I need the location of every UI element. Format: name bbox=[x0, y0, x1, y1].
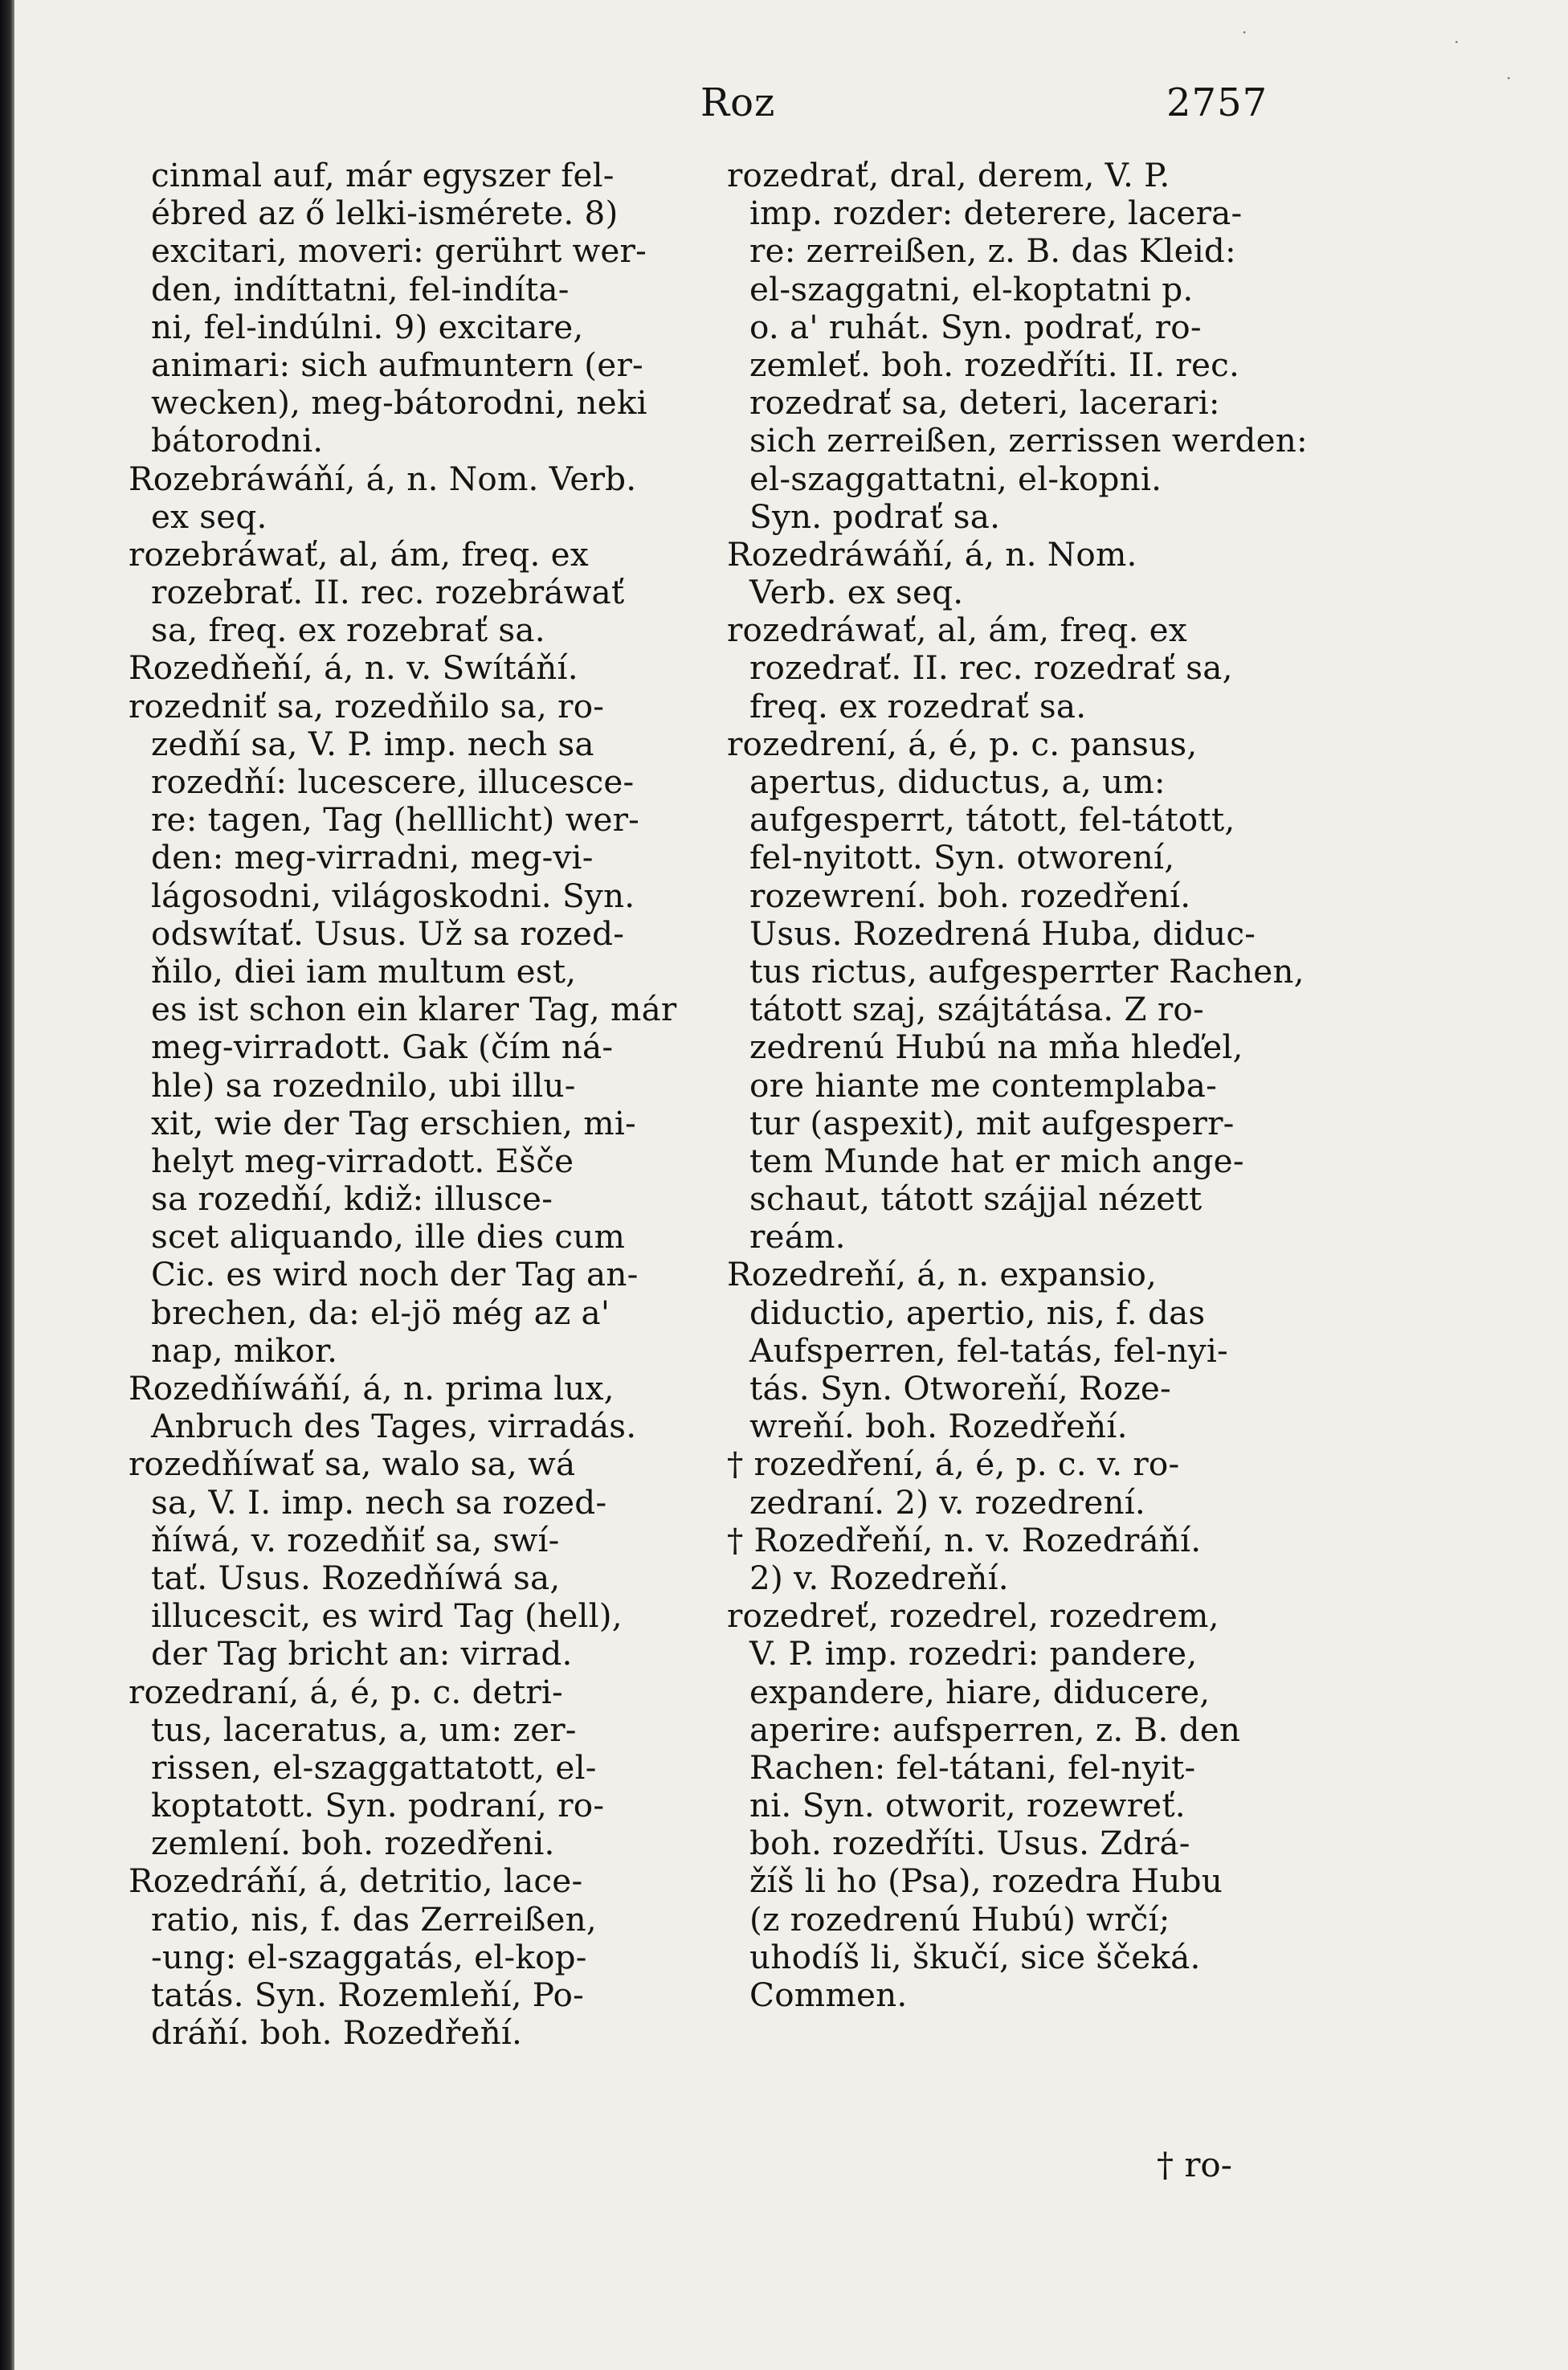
dictionary-line: es ist schon ein klarer Tag, már bbox=[151, 990, 677, 1029]
dictionary-line: rozedrať sa, deteri, lacerari: bbox=[749, 383, 1220, 423]
dictionary-line: re: tagen, Tag (helllicht) wer- bbox=[151, 800, 640, 840]
dictionary-line: Rozedňeňí, á, n. v. Swítáňí. bbox=[129, 648, 578, 688]
dictionary-line: Rozedreňí, á, n. expansio, bbox=[727, 1255, 1158, 1294]
dictionary-line: dráňí. boh. Rozedřeňí. bbox=[151, 2013, 523, 2053]
dictionary-line: meg-virradott. Gak (čím ná- bbox=[151, 1028, 614, 1067]
dictionary-line: ňilo, diei iam multum est, bbox=[151, 951, 577, 991]
dictionary-line: ňíwá, v. rozedňiť sa, swí- bbox=[151, 1520, 560, 1559]
dictionary-line: rozewrení. boh. rozedření. bbox=[749, 876, 1191, 915]
dictionary-line: xit, wie der Tag erschien, mi- bbox=[151, 1103, 636, 1142]
dictionary-line: tem Munde hat er mich ange- bbox=[749, 1141, 1244, 1180]
right-column bbox=[727, 157, 1313, 2014]
dictionary-line: (z rozedrenú Hubú) wrčí; bbox=[749, 1899, 1170, 1939]
dictionary-line: tus, laceratus, a, um: zer- bbox=[151, 1710, 577, 1749]
dictionary-line: diductio, apertio, nis, f. das bbox=[749, 1293, 1206, 1332]
dictionary-line: Rozedňíwáňí, á, n. prima lux, bbox=[129, 1369, 615, 1408]
dictionary-line: ébred az ő lelki-ismérete. 8) bbox=[151, 194, 619, 233]
dictionary-line: zedňí sa, V. P. imp. nech sa bbox=[151, 724, 594, 763]
dictionary-line: aperire: aufsperren, z. B. den bbox=[749, 1710, 1241, 1749]
dictionary-line: Verb. ex seq. bbox=[749, 573, 964, 612]
dictionary-line: -ung: el-szaggatás, el-kop- bbox=[151, 1937, 587, 1976]
paper-speck: · bbox=[1242, 22, 1247, 42]
dictionary-line: ex seq. bbox=[151, 496, 267, 536]
dictionary-line: expandere, hiare, diducere, bbox=[749, 1672, 1211, 1711]
dictionary-line: Cic. es wird noch der Tag an- bbox=[151, 1255, 639, 1294]
dictionary-line: wreňí. boh. Rozedřeňí. bbox=[749, 1407, 1128, 1446]
dictionary-line: zemleť. boh. rozedříti. II. rec. bbox=[749, 345, 1240, 384]
dictionary-line: zemlení. boh. rozedřeni. bbox=[151, 1824, 555, 1863]
dictionary-line: tás. Syn. Otworeňí, Roze- bbox=[749, 1369, 1171, 1408]
dictionary-line: ni. Syn. otworit, rozewreť. bbox=[749, 1786, 1186, 1825]
dictionary-line: Rozebráwáňí, á, n. Nom. Verb. bbox=[129, 459, 637, 498]
dictionary-line: zedraní. 2) v. rozedrení. bbox=[749, 1482, 1145, 1522]
dictionary-line: † rozedření, á, é, p. c. v. ro- bbox=[727, 1444, 1180, 1484]
paper-speck: · bbox=[1454, 32, 1460, 51]
dictionary-line: den, indíttatni, fel-indíta- bbox=[151, 269, 570, 309]
dictionary-line: Rozedráňí, á, detritio, lace- bbox=[129, 1861, 583, 1901]
page-number: 2757 bbox=[1166, 80, 1268, 125]
dictionary-line: ratio, nis, f. das Zerreißen, bbox=[151, 1899, 597, 1939]
dictionary-line: zedrenú Hubú na mňa hleďel, bbox=[749, 1028, 1243, 1067]
dictionary-line: wecken), meg-bátorodni, neki bbox=[151, 383, 647, 423]
dictionary-line: rozebrať. II. rec. rozebráwať bbox=[151, 573, 625, 612]
dictionary-line: † Rozedřeňí, n. v. Rozedráňí. bbox=[727, 1520, 1202, 1559]
dictionary-line: Usus. Rozedrená Huba, diduc- bbox=[749, 913, 1256, 953]
dictionary-line: rozedrení, á, é, p. c. pansus, bbox=[727, 724, 1198, 763]
dictionary-line: reám. bbox=[749, 1217, 846, 1257]
dictionary-line: excitari, moveri: gerührt wer- bbox=[151, 231, 647, 271]
dictionary-line: tátott szaj, szájtátása. Z ro- bbox=[749, 990, 1204, 1029]
dictionary-line: aufgesperrt, tátott, fel-tátott, bbox=[749, 800, 1235, 840]
dictionary-line: o. a' ruhát. Syn. podrať, ro- bbox=[749, 307, 1202, 346]
dictionary-line: ni, fel-indúlni. 9) excitare, bbox=[151, 307, 584, 346]
dictionary-line: sa rozedňí, kdiž: illusce- bbox=[151, 1179, 553, 1219]
dictionary-line: tus rictus, aufgesperrter Rachen, bbox=[749, 951, 1305, 991]
dictionary-line: ore hiante me contemplaba- bbox=[749, 1065, 1217, 1105]
dictionary-line: hle) sa rozednilo, ubi illu- bbox=[151, 1065, 576, 1105]
dictionary-line: Commen. bbox=[749, 1976, 908, 2014]
dictionary-line: žíš li ho (Psa), rozedra Hubu bbox=[749, 1861, 1223, 1901]
dictionary-line: rozedraní, á, é, p. c. detri- bbox=[129, 1672, 563, 1711]
dictionary-line: rozebráwať, al, ám, freq. ex bbox=[129, 534, 589, 574]
dictionary-line: rozedniť sa, rozedňilo sa, ro- bbox=[129, 686, 605, 725]
dictionary-line: Anbruch des Tages, virradás. bbox=[151, 1407, 637, 1446]
dictionary-line: el-szaggattatni, el-kopni. bbox=[749, 459, 1162, 498]
dictionary-line: nap, mikor. bbox=[151, 1330, 338, 1370]
dictionary-line: sa, V. I. imp. nech sa rozed- bbox=[151, 1482, 607, 1522]
dictionary-line: Syn. podrať sa. bbox=[749, 496, 1001, 536]
dictionary-line: bátorodni. bbox=[151, 421, 324, 460]
dictionary-line: odswítať. Usus. Už sa rozed- bbox=[151, 913, 625, 953]
dictionary-line: boh. rozedříti. Usus. Zdrá- bbox=[749, 1824, 1190, 1863]
dictionary-line: rozedňí: lucescere, illucesce- bbox=[151, 762, 635, 801]
dictionary-line: imp. rozder: deterere, lacera- bbox=[749, 194, 1243, 233]
dictionary-line: cinmal auf, már egyszer fel- bbox=[151, 156, 615, 194]
left-column bbox=[129, 157, 715, 2052]
dictionary-line: rozedráwať, al, ám, freq. ex bbox=[727, 611, 1187, 650]
dictionary-line: lágosodni, világoskodni. Syn. bbox=[151, 876, 635, 915]
dictionary-line: el-szaggatni, el-koptatni p. bbox=[749, 269, 1194, 309]
dictionary-line: tur (aspexit), mit aufgesperr- bbox=[749, 1103, 1235, 1142]
dictionary-line: brechen, da: el-jö még az a' bbox=[151, 1293, 610, 1332]
dictionary-line: rozedrať, dral, derem, V. P. bbox=[727, 156, 1170, 194]
dictionary-line: Aufsperren, fel-tatás, fel-nyi- bbox=[749, 1330, 1228, 1370]
dictionary-line: 2) v. Rozedreňí. bbox=[749, 1558, 1009, 1597]
dictionary-line: der Tag bricht an: virrad. bbox=[151, 1634, 573, 1673]
dictionary-line: V. P. imp. rozedri: pandere, bbox=[749, 1634, 1198, 1673]
dictionary-line: Rozedráwáňí, á, n. Nom. bbox=[727, 534, 1137, 574]
dictionary-line: rozedrať. II. rec. rozedrať sa, bbox=[749, 648, 1233, 688]
dictionary-line: den: meg-virradni, meg-vi- bbox=[151, 838, 594, 877]
dictionary-line: rozedňíwať sa, walo sa, wá bbox=[129, 1444, 576, 1484]
book-spine-edge bbox=[0, 0, 14, 2370]
dictionary-line: helyt meg-virradott. Ešče bbox=[151, 1141, 574, 1180]
dictionary-line: freq. ex rozedrať sa. bbox=[749, 686, 1087, 725]
dictionary-line: tať. Usus. Rozedňíwá sa, bbox=[151, 1558, 561, 1597]
dictionary-line: sa, freq. ex rozebrať sa. bbox=[151, 611, 545, 650]
catchword: † ro- bbox=[1157, 2145, 1232, 2184]
dictionary-line: schaut, tátott szájjal nézett bbox=[749, 1179, 1203, 1219]
dictionary-line: apertus, diductus, a, um: bbox=[749, 762, 1166, 801]
dictionary-line: Rachen: fel-tátani, fel-nyit- bbox=[749, 1747, 1196, 1787]
dictionary-line: animari: sich aufmuntern (er- bbox=[151, 345, 643, 384]
dictionary-line: illucescit, es wird Tag (hell), bbox=[151, 1596, 623, 1636]
dictionary-line: fel-nyitott. Syn. otworení, bbox=[749, 838, 1175, 877]
paper-speck: · bbox=[1506, 68, 1512, 88]
dictionary-line: sich zerreißen, zerrissen werden: bbox=[749, 421, 1308, 460]
dictionary-line: uhodíš li, škučí, sice ščeká. bbox=[749, 1937, 1201, 1976]
dictionary-line: koptatott. Syn. podraní, ro- bbox=[151, 1786, 605, 1825]
dictionary-line: re: zerreißen, z. B. das Kleid: bbox=[749, 231, 1236, 271]
dictionary-line: rissen, el-szaggattatott, el- bbox=[151, 1747, 597, 1787]
dictionary-line: tatás. Syn. Rozemleňí, Po- bbox=[151, 1976, 584, 2014]
dictionary-line: rozedreť, rozedrel, rozedrem, bbox=[727, 1596, 1219, 1636]
dictionary-line: scet aliquando, ille dies cum bbox=[151, 1217, 626, 1257]
running-head-word: Roz bbox=[700, 80, 776, 125]
